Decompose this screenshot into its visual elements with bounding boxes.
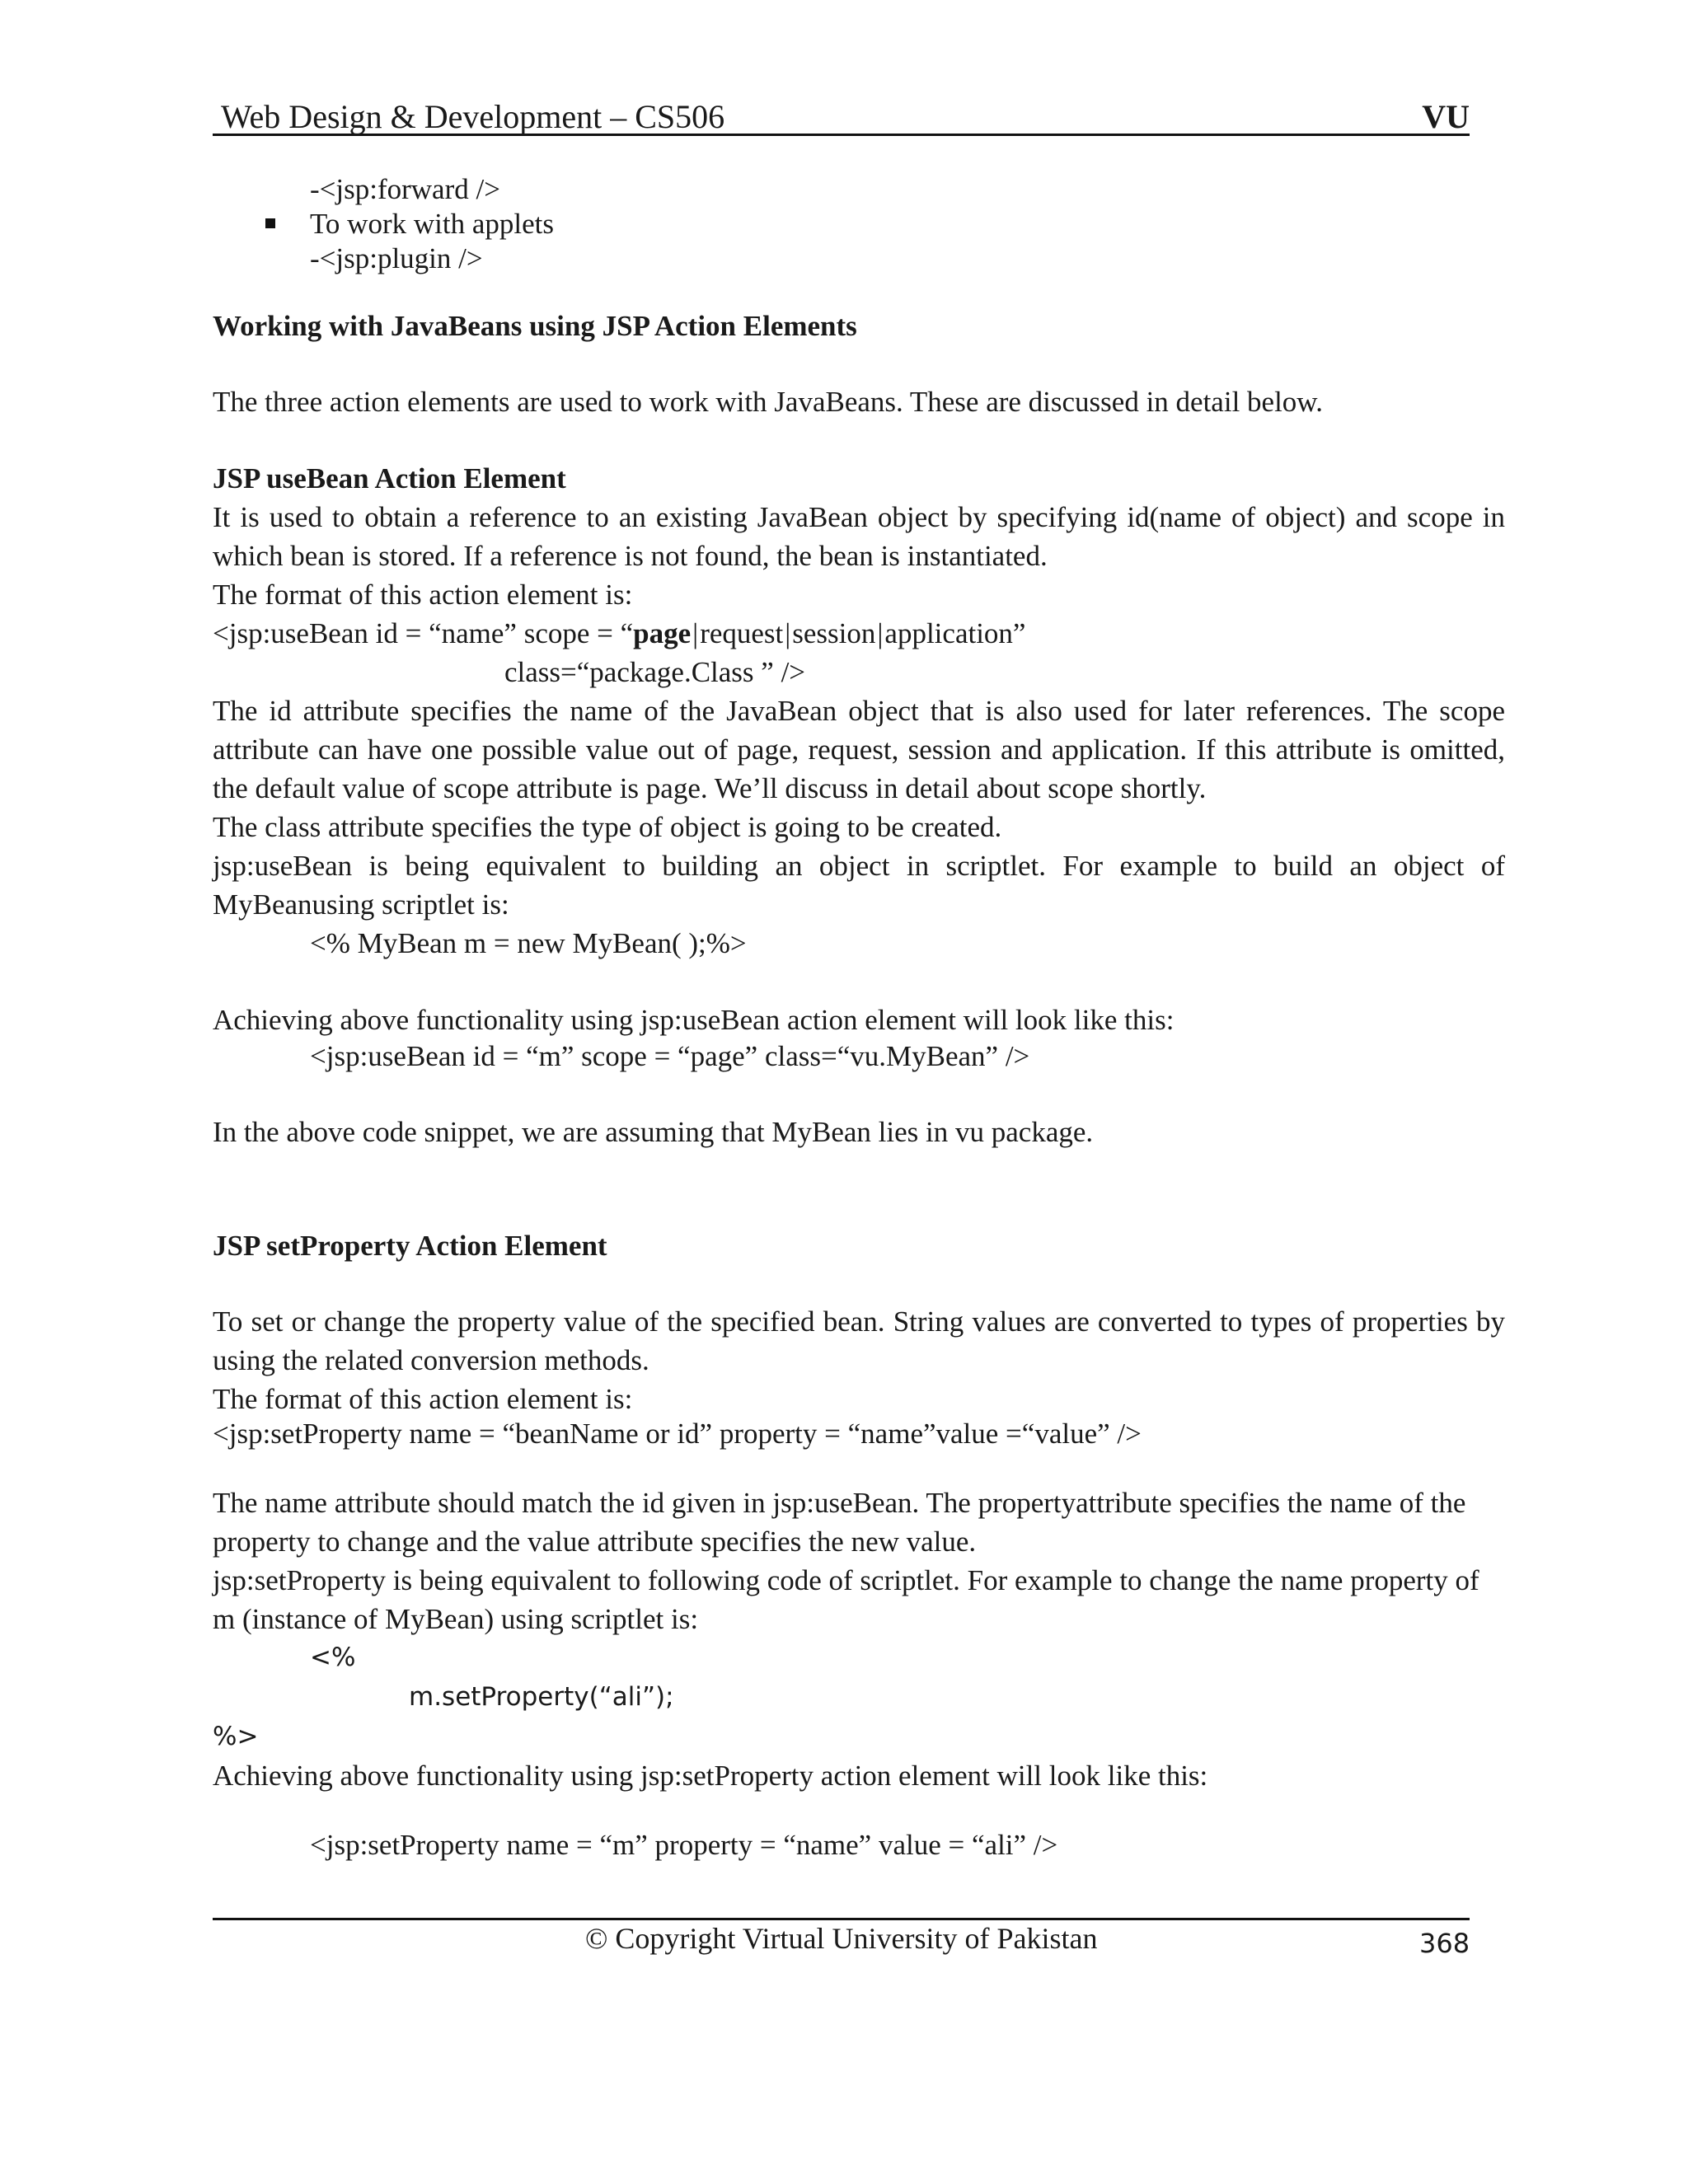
usebean-paragraph-line: MyBeanusing scriptlet is: <box>213 888 509 921</box>
section-intro-text: The three action elements are used to work with JavaBeans. These are discussed in detail below. <box>213 386 1324 418</box>
usebean-paragraph-line: attribute can have one possible value out of page, request, session and application. If this attribute is omitted, <box>213 733 1505 766</box>
syntax-session: session <box>792 617 876 649</box>
setproperty-paragraph-line: property to change and the value attribute specifies the new value. <box>213 1526 977 1558</box>
footer-copyright: © Copyright Virtual University of Pakistan <box>585 1922 1098 1955</box>
syntax-application: application” <box>884 617 1026 649</box>
setproperty-paragraph-line: m (instance of MyBean) using scriptlet is: <box>213 1603 699 1635</box>
usebean-paragraph-line: The id attribute specifies the name of the JavaBean object that is also used for later references. The scope <box>213 695 1505 727</box>
forward-tag-line: -<jsp:forward /> <box>310 173 500 205</box>
usebean-paragraph-line: jsp:useBean is being equivalent to building an object in scriptlet. For example to build an object of <box>213 850 1505 882</box>
syntax-request: request <box>700 617 784 649</box>
plugin-tag-line: -<jsp:plugin /> <box>310 242 483 274</box>
setproperty-code-open: <% <box>310 1643 356 1672</box>
usebean-syntax <box>213 614 1025 653</box>
setproperty-code-body: m.setProperty(“ali”); <box>409 1682 674 1712</box>
setproperty-paragraph-line: To set or change the property value of the specified bean. String values are converted to types of properties by <box>213 1305 1505 1338</box>
setproperty-paragraph-line: using the related conversion methods. <box>213 1344 649 1376</box>
usebean-format-label: The format of this action element is: <box>213 579 633 611</box>
syntax-separator: | <box>877 617 884 649</box>
square-bullet-icon <box>265 218 275 228</box>
setproperty-heading: JSP setProperty Action Element <box>213 1230 607 1262</box>
usebean-syntax-class: class=“package.Class ” /> <box>504 656 806 688</box>
syntax-separator: | <box>785 617 791 649</box>
header-brand: VU <box>1422 98 1470 135</box>
usebean-class-text: The class attribute specifies the type of object is going to be created. <box>213 811 1002 843</box>
usebean-scriptlet-code: <% MyBean m = new MyBean( );%> <box>310 927 747 959</box>
usebean-example-code: <jsp:useBean id = “m” scope = “page” class=“vu.MyBean” /> <box>310 1040 1030 1072</box>
applets-list-item: To work with applets <box>310 208 554 240</box>
setproperty-code-close: %> <box>213 1722 259 1751</box>
usebean-paragraph-line: the default value of scope attribute is page. We’ll discuss in detail about scope shortly. <box>213 772 1207 804</box>
setproperty-syntax: <jsp:setProperty name = “beanName or id” property = “name”value =“value” /> <box>213 1418 1142 1450</box>
setproperty-paragraph-line: The name attribute should match the id given in jsp:useBean. The propertyattribute specifies the name of the <box>213 1487 1466 1519</box>
usebean-achieving-text: Achieving above functionality using jsp:useBean action element will look like this: <box>213 1004 1175 1036</box>
syntax-page: page <box>633 617 692 649</box>
setproperty-achieving-text: Achieving above functionality using jsp:setProperty action element will look like this: <box>213 1760 1208 1792</box>
usebean-paragraph-line: It is used to obtain a reference to an existing JavaBean object by specifying id(name of object) and scope in <box>213 501 1505 533</box>
page-header <box>213 92 1470 136</box>
setproperty-format-label: The format of this action element is: <box>213 1383 633 1415</box>
syntax-prefix: <jsp:useBean id = “name” scope = “ <box>213 617 634 649</box>
setproperty-paragraph-line: jsp:setProperty is being equivalent to following code of scriptlet. For example to change the name property of <box>213 1564 1479 1596</box>
page-number: 368 <box>1419 1928 1470 1959</box>
setproperty-example-code: <jsp:setProperty name = “m” property = “name” value = “ali” /> <box>310 1829 1058 1861</box>
header-title: Web Design & Development – CS506 <box>221 98 725 135</box>
usebean-heading: JSP useBean Action Element <box>213 462 566 494</box>
syntax-separator: | <box>692 617 699 649</box>
usebean-package-note: In the above code snippet, we are assuming that MyBean lies in vu package. <box>213 1116 1094 1148</box>
usebean-paragraph-line: which bean is stored. If a reference is not found, the bean is instantiated. <box>213 540 1048 572</box>
section-heading-javabeans: Working with JavaBeans using JSP Action Elements <box>213 310 857 342</box>
